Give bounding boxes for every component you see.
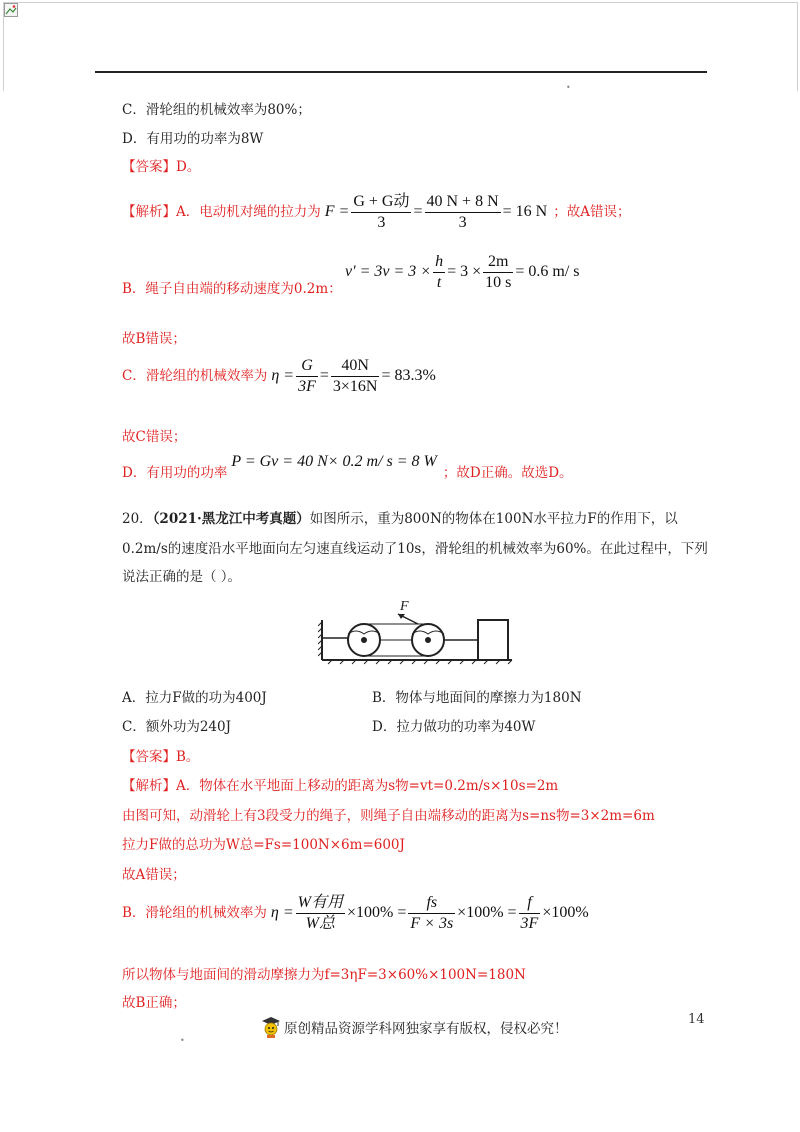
fraction (433, 253, 445, 292)
formula-power: P = Gv = 40 N× 0.2 m/ s = 8 W (231, 453, 437, 470)
analysis-b-label: B．绳子自由端的移动速度为0.2m： (122, 281, 342, 297)
numerator: h (435, 252, 444, 270)
denominator: 3×16N (332, 377, 378, 395)
analysis-c-wrong: 故C错误； (122, 429, 187, 445)
formula-mid: ×100% = (457, 904, 517, 921)
formula-rope-force (325, 193, 547, 232)
analysis-c-1 (122, 355, 436, 397)
movable-pulley-axle (425, 637, 431, 643)
analysis2-b-label: B．滑轮组的机械效率为 (122, 905, 267, 921)
copyright-text: 原创精品资源学科网独家享有版权，侵权必究！ (284, 1021, 568, 1037)
formula-efficiency-2 (271, 894, 589, 933)
header-frame (3, 2, 798, 91)
numerator: 40 N + 8 N (425, 193, 501, 213)
option-c: C．额外功为240J (122, 719, 232, 735)
formula-mid: = 3 × (447, 263, 482, 280)
formula-velocity (345, 252, 580, 292)
option-a: A．拉力F做的功为400J (122, 690, 267, 706)
answer-2: 【答案】B。 (122, 749, 200, 765)
fixed-pulley-axle (361, 637, 367, 643)
footer-copyright (260, 1015, 568, 1039)
formula-result: = 83.3% (381, 367, 436, 384)
fraction (351, 193, 411, 232)
scholar-mascot-icon (260, 1015, 282, 1039)
question-source: （2021·黑龙江中考真题） (152, 511, 310, 527)
denominator: 3 (377, 213, 386, 231)
analysis-d-tail: ；故D正确。故选D。 (442, 465, 573, 481)
analysis-b-wrong: 故B错误； (122, 331, 186, 347)
option-d-prev: D．有用功的功率为8W (122, 131, 264, 147)
analysis-a-tail: ；故A错误； (553, 204, 631, 220)
numerator: 2m (483, 253, 513, 273)
denominator: 3F (520, 914, 539, 932)
numerator: G (301, 356, 313, 374)
analysis2-b-correct: 故B正确； (122, 995, 186, 1011)
broken-image-icon (4, 3, 18, 17)
footer-dot: • (180, 1036, 185, 1045)
analysis-d-1 (122, 453, 573, 481)
pulley-diagram (318, 600, 514, 668)
analysis2-a: 【解析】A．物体在水平地面上移动的距离为s物=vt=0.2m/s×10s=2m (122, 778, 559, 794)
fraction (408, 894, 455, 933)
fraction (519, 894, 541, 933)
formula-lhs: η = (271, 367, 295, 384)
analysis-c-label: C．滑轮组的机械效率为 (122, 368, 268, 384)
analysis2-a-line-3: 拉力F做的总功为W总=Fs=100N×6m=600J (122, 837, 405, 853)
analysis2-a-wrong: 故A错误； (122, 867, 186, 883)
fraction (296, 357, 318, 396)
numerator: G + G动 (351, 193, 411, 213)
header-dot: • (566, 83, 571, 92)
fraction (296, 894, 345, 933)
denominator: 10 s (485, 273, 512, 291)
analysis-a-1 (122, 192, 630, 232)
formula-lhs: F = (324, 203, 350, 220)
fraction (425, 193, 501, 232)
denominator: W总 (305, 914, 335, 932)
page-number: 14 (688, 1012, 705, 1027)
numerator: fs (426, 893, 438, 911)
force-label: F (400, 600, 409, 614)
numerator: f (527, 893, 532, 911)
formula-lhs: v′ = 3v = 3 × (345, 263, 432, 280)
option-b: B．物体与地面间的摩擦力为180N (372, 690, 582, 706)
question-number: 20． (122, 511, 153, 527)
fraction (331, 357, 380, 396)
numerator: 40N (331, 357, 380, 377)
formula-result: = 16 N (502, 203, 548, 220)
question-text: 如图所示，重为800N的物体在100N水平拉力F的作用下，以 (309, 511, 678, 527)
formula-result: = 0.6 m/ s (515, 263, 580, 280)
formula-lhs: η = (270, 904, 294, 921)
denominator: 3 (458, 213, 467, 231)
question-20-line-1 (122, 510, 678, 528)
analysis-a-label: 【解析】A．电动机对绳的拉力为 (122, 204, 321, 220)
fraction (483, 253, 513, 292)
formula-efficiency (271, 357, 435, 396)
denominator: t (436, 273, 442, 291)
formula-end: ×100% (542, 904, 589, 921)
numerator: W有用 (297, 893, 343, 911)
question-20-line-2: 0.2m/s的速度沿水平地面向左匀速直线运动了10s，滑轮组的机械效率为60%。在此过程中，下列 (122, 541, 708, 557)
analysis2-b (122, 890, 589, 936)
analysis2-b-line-2: 所以物体与地面间的滑动摩擦力为f=3ηF=3×60%×100N=180N (122, 967, 526, 983)
equals: = (319, 367, 329, 384)
answer-1: 【答案】D。 (122, 159, 201, 175)
denominator: F × 3s (410, 914, 454, 932)
formula-mid: ×100% = (347, 904, 407, 921)
analysis2-a-line-2: 由图可知，动滑轮上有3段受力的绳子，则绳子自由端移动的距离为s=ns物=3×2m=6m (122, 808, 655, 824)
option-c-prev: C．滑轮组的机械效率为80%； (122, 102, 311, 118)
equals: = (413, 203, 423, 220)
option-d: D．拉力做功的功率为40W (372, 719, 536, 735)
header-rule (95, 71, 707, 73)
analysis-d-label: D．有用功的功率 (122, 465, 228, 481)
question-20-line-3: 说法正确的是（ ）。 (122, 569, 242, 585)
denominator: 3F (298, 377, 316, 395)
object-block (478, 620, 508, 660)
